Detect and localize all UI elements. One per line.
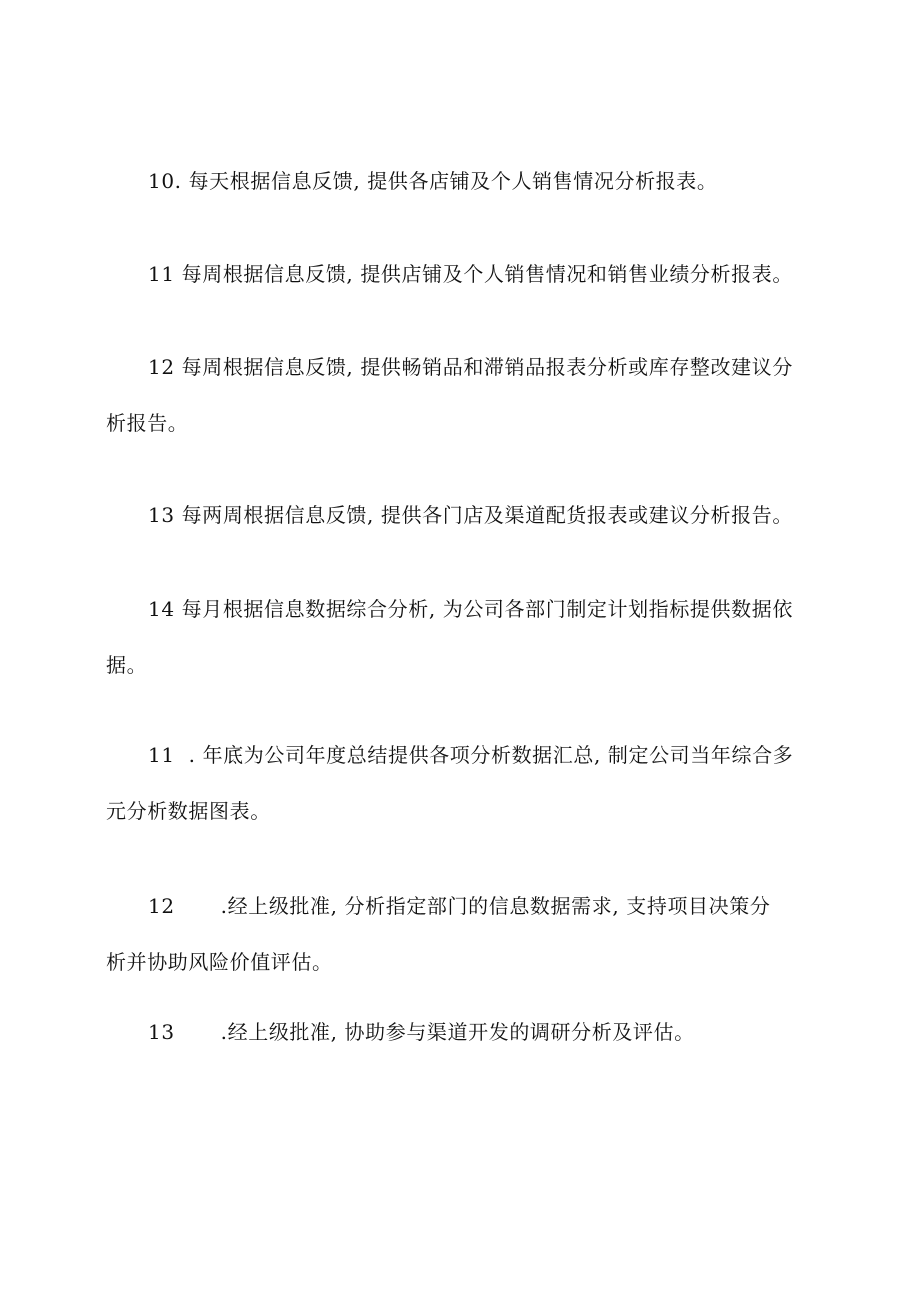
paragraph-line bbox=[106, 395, 830, 451]
paragraph-line bbox=[106, 637, 830, 693]
paragraph-item-14 bbox=[106, 581, 830, 693]
item-text-continuation: 据。 bbox=[106, 653, 148, 677]
item-number: 13 bbox=[148, 503, 175, 527]
item-text: .经上级批准, 协助参与渠道开发的调研分析及评估。 bbox=[220, 1020, 695, 1044]
item-text-continuation: 析并协助风险价值评估。 bbox=[106, 950, 333, 974]
item-number: 11 bbox=[148, 262, 175, 286]
paragraph-line bbox=[106, 878, 830, 934]
paragraph-line bbox=[106, 246, 830, 302]
paragraph-item-13 bbox=[106, 487, 830, 543]
paragraph-line bbox=[106, 1004, 830, 1060]
paragraph-line bbox=[106, 487, 830, 543]
item-number: 13 bbox=[148, 1020, 175, 1044]
item-text-continuation: 元分析数据图表。 bbox=[106, 799, 271, 823]
item-text: .经上级批准, 分析指定部门的信息数据需求, 支持项目决策分 bbox=[220, 894, 771, 918]
item-text: . 每天根据信息反馈, 提供各店铺及个人销售情况分析报表。 bbox=[174, 169, 718, 193]
item-text: . 年底为公司年度总结提供各项分析数据汇总, 制定公司当年综合多 bbox=[188, 743, 794, 767]
item-number: 14 bbox=[148, 597, 175, 621]
paragraph-item-10 bbox=[106, 153, 830, 209]
item-number: 12 bbox=[148, 355, 175, 379]
item-number: 11 bbox=[148, 743, 175, 767]
paragraph-line bbox=[106, 783, 830, 839]
paragraph-item-11 bbox=[106, 246, 830, 302]
item-text: 每两周根据信息反馈, 提供各门店及渠道配货报表或建议分析报告。 bbox=[174, 503, 793, 527]
paragraph-line bbox=[106, 727, 830, 783]
paragraph-line bbox=[106, 581, 830, 637]
item-text: 每周根据信息反馈, 提供店铺及个人销售情况和销售业绩分析报表。 bbox=[174, 262, 793, 286]
paragraph-item-11b bbox=[106, 727, 830, 839]
item-text: 每周根据信息反馈, 提供畅销品和滞销品报表分析或库存整改建议分 bbox=[174, 355, 793, 379]
paragraph-item-13b bbox=[106, 1004, 830, 1060]
item-number: 12 bbox=[148, 894, 175, 918]
paragraph-line bbox=[106, 934, 830, 990]
item-number: 10 bbox=[148, 169, 175, 193]
item-text: 每月根据信息数据综合分析, 为公司各部门制定计划指标提供数据依 bbox=[174, 597, 793, 621]
paragraph-line bbox=[106, 153, 830, 209]
paragraph-item-12 bbox=[106, 339, 830, 451]
paragraph-item-12b bbox=[106, 878, 830, 990]
item-text-continuation: 析报告。 bbox=[106, 411, 189, 435]
paragraph-line bbox=[106, 339, 830, 395]
